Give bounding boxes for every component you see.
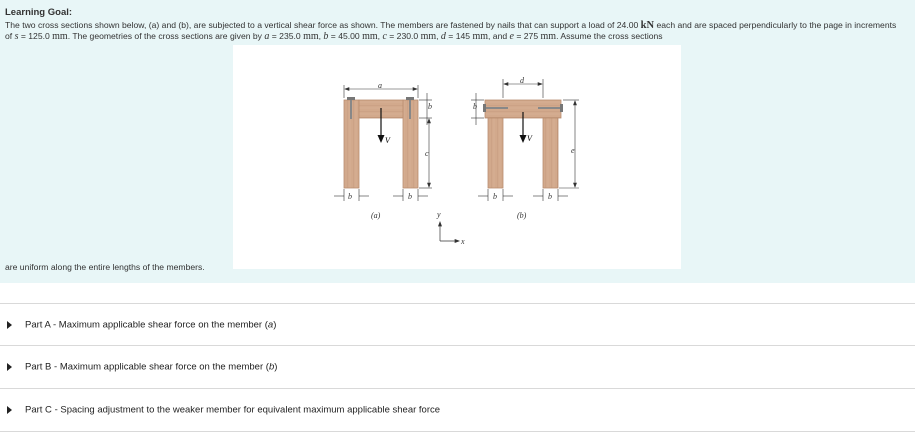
- learning-goal-title: Learning Goal:: [5, 7, 73, 18]
- section-a-V-label: V: [385, 136, 390, 145]
- s-unit: mm: [52, 31, 68, 42]
- learning-goal-tail: are uniform along the entire lengths of the members.: [5, 262, 205, 272]
- section-b: [471, 76, 579, 220]
- d-value: = 145: [445, 31, 473, 41]
- cross-sections-svg: [233, 45, 681, 269]
- learning-goal-text: The two cross sections shown below, (a) and (b), are subjected to a vertical shear force as shown. The members are fastened by nails that can support a load of 24.00 kN each and are spaced perpendicularly to the page in increments of s = 125.0 mm. The geometries of the cross sections are given by a = 235.0 mm, b = 45.00 mm, c = 230.0 mm, d = 145 mm, and e = 275 mm. Assume the cross sections: [5, 20, 897, 42]
- section-a: [334, 81, 432, 220]
- dim-c-label: c: [425, 149, 429, 158]
- caption-a: (a): [371, 211, 381, 220]
- dim-b-bottom-b-left-label: b: [493, 192, 497, 201]
- b-symbol: b: [323, 31, 329, 42]
- goal-text-intro: The two cross sections shown below, (a) and (b), are subjected to a vertical shear force as shown. The members are fastened by nails that can support a load of 24.00: [5, 20, 641, 30]
- goal-text-end: . Assume the cross sections: [556, 31, 663, 41]
- dim-d-label: d: [520, 76, 524, 85]
- dim-e-label: e: [571, 146, 575, 155]
- part-a-close: ): [273, 319, 277, 331]
- part-c-label[interactable]: [25, 405, 440, 416]
- expand-arrow-icon[interactable]: [7, 321, 12, 329]
- force-unit: kN: [640, 20, 655, 31]
- e-symbol: e: [509, 31, 514, 42]
- d-symbol: d: [440, 31, 446, 42]
- a-unit: mm: [303, 31, 319, 42]
- section-b-V-label: V: [527, 134, 532, 143]
- expand-arrow-icon[interactable]: [7, 406, 12, 414]
- part-c-desc: - Spacing adjustment to the weaker member for equivalent maximum applicable shear force: [51, 404, 441, 416]
- part-b-sub: b: [268, 361, 275, 373]
- dim-b-bottom-a-right-label: b: [408, 192, 412, 201]
- b-unit: mm: [362, 31, 378, 42]
- s-value: = 125.0: [18, 31, 53, 41]
- s-symbol: s: [14, 31, 19, 42]
- dim-a-label: a: [378, 81, 382, 90]
- e-value: = 275: [513, 31, 541, 41]
- dim-e: [559, 100, 579, 188]
- part-b-row[interactable]: [0, 345, 915, 388]
- caption-b: (b): [517, 211, 527, 220]
- d-unit: mm: [472, 31, 489, 42]
- goal-text-and: , and: [488, 31, 510, 41]
- part-a-sub: a: [267, 319, 274, 331]
- axis-x-label: x: [461, 237, 465, 246]
- axis-y-label: y: [437, 210, 441, 219]
- goal-text-mid2: . The geometries of the cross sections are given by: [67, 31, 265, 41]
- b-value: = 45.00: [328, 31, 363, 41]
- section-b-left-leg: [488, 118, 503, 188]
- section-b-right-leg: [543, 118, 558, 188]
- goal-text-mid1: each and are spaced perpendicularly to the page in increments of: [5, 20, 897, 41]
- dim-b-bottom-a-left-label: b: [348, 192, 352, 201]
- c-unit: mm: [420, 31, 437, 42]
- part-b-desc: - Maximum applicable shear force on the member (: [51, 361, 269, 373]
- part-a-row[interactable]: [0, 303, 915, 346]
- dim-b-bottom-b-right-label: b: [548, 192, 552, 201]
- a-value: = 235.0: [269, 31, 304, 41]
- part-b-name: Part B: [25, 361, 52, 373]
- dim-b-vertical-b-label: b: [473, 102, 477, 111]
- a-symbol: a: [264, 31, 270, 42]
- part-c-row[interactable]: [0, 388, 915, 432]
- expand-arrow-icon[interactable]: [7, 363, 12, 371]
- part-a-label[interactable]: [25, 320, 276, 331]
- dim-b-vertical-a-label: b: [428, 102, 432, 111]
- part-c-name: Part C: [25, 404, 52, 416]
- part-a-name: Part A: [25, 319, 51, 331]
- c-value: = 230.0: [386, 31, 421, 41]
- part-b-label[interactable]: [25, 362, 277, 373]
- e-unit: mm: [540, 31, 557, 42]
- part-a-desc: - Maximum applicable shear force on the member (: [50, 319, 268, 331]
- part-b-close: ): [274, 361, 278, 373]
- c-symbol: c: [382, 31, 387, 42]
- cross-sections-figure: [233, 45, 681, 269]
- axes-indicator: [439, 222, 460, 243]
